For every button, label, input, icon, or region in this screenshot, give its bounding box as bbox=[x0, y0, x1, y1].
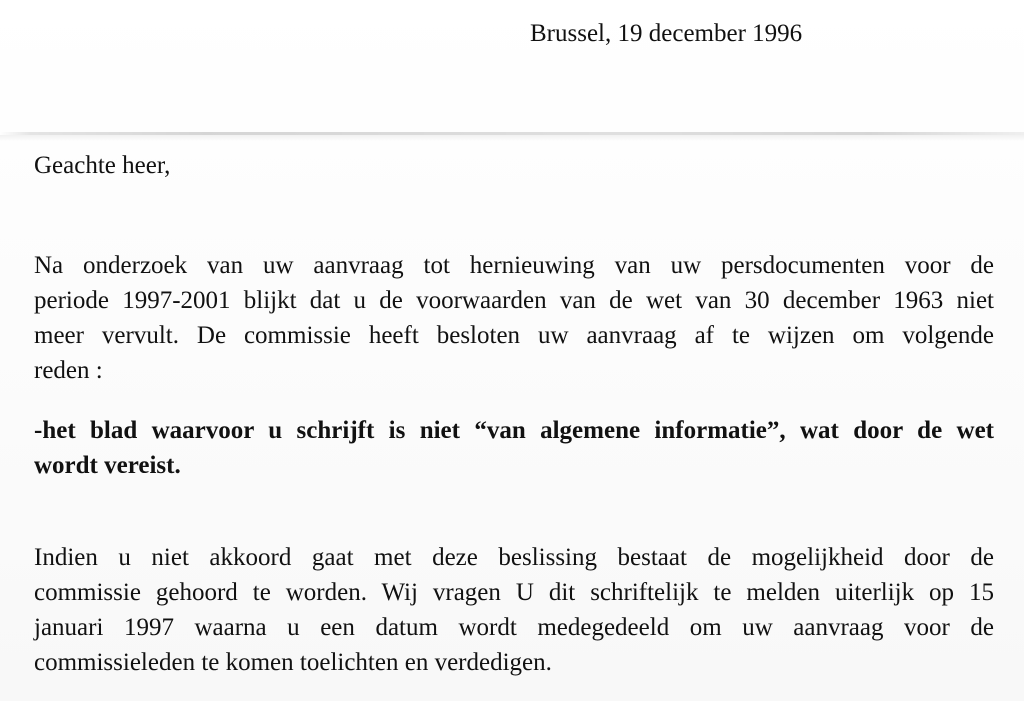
paragraph-reason bbox=[34, 413, 994, 483]
salutation: Geachte heer, bbox=[34, 152, 171, 179]
date-line: Brussel, 19 december 1996 bbox=[530, 20, 803, 47]
paragraph-rejection-notice bbox=[34, 248, 994, 388]
text-line: Indien u niet akkoord gaat met deze beslissing bestaat de mogelijkheid door de bbox=[34, 544, 994, 571]
paragraph-appeal-info bbox=[34, 540, 994, 680]
text-line: commissieleden te komen toelichten en verdedigen. bbox=[34, 649, 552, 676]
text-line: Na onderzoek van uw aanvraag tot hernieuwing van uw persdocumenten voor de bbox=[34, 252, 994, 279]
text-line: januari 1997 waarna u een datum wordt medegedeeld om uw aanvraag voor de bbox=[34, 614, 994, 641]
paper-fold-line bbox=[0, 132, 1024, 135]
text-line: wordt vereist. bbox=[34, 452, 181, 479]
text-line: -het blad waarvoor u schrijft is niet “van algemene informatie”, wat door de wet bbox=[34, 417, 994, 444]
text-line: reden : bbox=[34, 357, 103, 384]
text-line: meer vervult. De commissie heeft besloten uw aanvraag af te wijzen om volgende bbox=[34, 322, 994, 349]
text-line: commissie gehoord te worden. Wij vragen U dit schriftelijk te melden uiterlijk op 15 bbox=[34, 579, 994, 606]
text-line: periode 1997-2001 blijkt dat u de voorwaarden van de wet van 30 december 1963 niet bbox=[34, 287, 994, 314]
